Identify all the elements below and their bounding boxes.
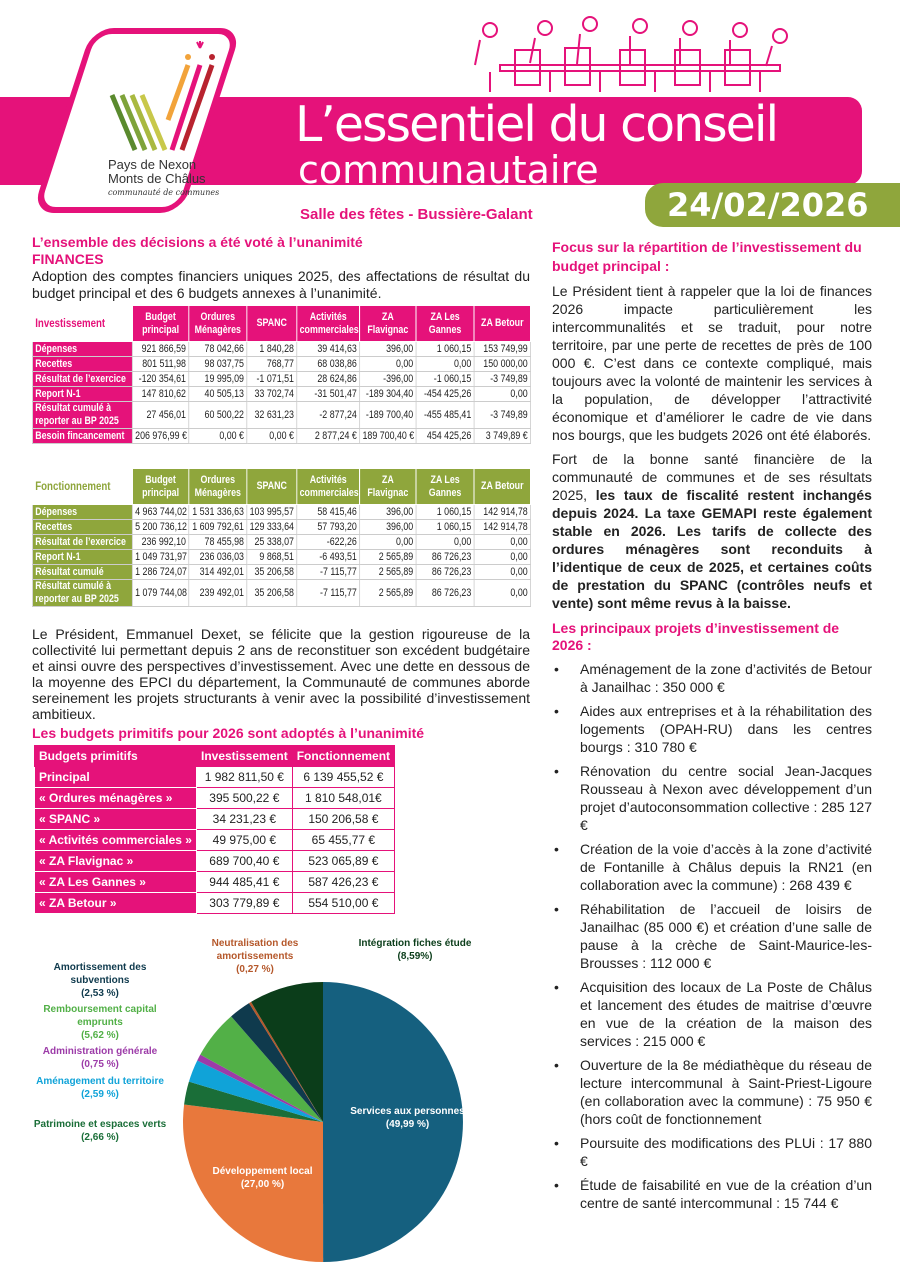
column-header: ZA Les Gannes (416, 469, 474, 505)
pie-label (340, 937, 490, 963)
pie-label (345, 1105, 470, 1131)
table-title: Investissement (32, 306, 132, 342)
fonctionnement-cell: 65 455,77 € (292, 830, 394, 851)
row-label: Report N-1 (32, 387, 132, 402)
cell: 396,00 (360, 342, 416, 357)
cell: 142 914,78 (474, 520, 530, 535)
unanimity-heading: L’ensemble des décisions a été voté à l’unanimité (32, 234, 363, 250)
table-row (32, 357, 530, 372)
pie-label (25, 1003, 175, 1042)
cell: 0,00 (474, 550, 530, 565)
pie-label-name: Services aux personnes (350, 1106, 465, 1117)
cell: -7 115,77 (297, 565, 360, 580)
cell: 32 631,23 (247, 402, 297, 429)
column-header: Budget principal (132, 469, 188, 505)
column-header: ZA Flavignac (360, 469, 416, 505)
pie-label-value: (2,66 %) (81, 1132, 119, 1143)
cell: 239 492,01 (189, 580, 247, 607)
finances-intro (32, 234, 530, 302)
cell: 1 079 744,08 (132, 580, 188, 607)
cell: 1 060,15 (416, 505, 474, 520)
cell: 396,00 (360, 505, 416, 520)
pie-label-value: (49,99 %) (385, 1119, 430, 1130)
cell: 314 492,01 (189, 565, 247, 580)
table-row (32, 342, 530, 357)
budgets-block (32, 626, 530, 914)
venue: Salle des fêtes - Bussière-Galant (300, 206, 533, 223)
row-label: Recettes (32, 357, 132, 372)
pie-label (25, 1118, 175, 1144)
column-header: SPANC (247, 306, 297, 342)
cell: 98 037,75 (189, 357, 247, 372)
table-row (32, 550, 530, 565)
pie-label-name: Remboursement capital emprunts (43, 1004, 157, 1028)
investissement-block (32, 305, 530, 444)
investissement-cell: 303 779,89 € (196, 893, 292, 914)
project-item: • Poursuite des modifications des PLUi : 17 880 € (552, 1134, 872, 1170)
investissement-cell: 944 485,41 € (196, 872, 292, 893)
column-header: Budgets primitifs (35, 746, 197, 767)
cell: 9 868,51 (247, 550, 297, 565)
investissement-cell: 49 975,00 € (196, 830, 292, 851)
table-row (32, 580, 530, 607)
cell: -2 877,24 (297, 402, 360, 429)
table-row (32, 505, 530, 520)
project-item: • Rénovation du centre social Jean-Jacques Rousseau à Nexon avec développement d’un projet d’autoconsommation collective : 285 127 € (552, 762, 872, 834)
header-row (32, 469, 530, 505)
project-item: • Acquisition des locaux de La Poste de Châlus et lancement des études de maitrise d’œuvre en vue de la création de la maison des services : 215 000 € (552, 978, 872, 1050)
cell: 86 726,23 (416, 550, 474, 565)
cell: -3 749,89 (474, 402, 530, 429)
row-label: « SPANC » (35, 809, 197, 830)
fonctionnement-cell: 1 810 548,01€ (292, 788, 394, 809)
cell: 153 749,99 (474, 342, 530, 357)
cell: 86 726,23 (416, 580, 474, 607)
cell: 2 565,89 (360, 565, 416, 580)
page-subtitle: communautaire (298, 148, 599, 192)
cell: 86 726,23 (416, 565, 474, 580)
cell: 0,00 (360, 357, 416, 372)
table-row (35, 767, 395, 788)
cell: 1 049 731,97 (132, 550, 188, 565)
cell: 0,00 (360, 535, 416, 550)
cell: 1 060,15 (416, 520, 474, 535)
cell: 150 000,00 (474, 357, 530, 372)
pie-label-name: Patrimoine et espaces verts (33, 1119, 167, 1130)
focus-paragraph-1: Le Président tient à rappeler que la loi de finances 2026 impacte particulièrement les intercommunalités et se traduit, pour notre territoire, par une perte de recettes de près de 100 000 €. C’est dans ce contexte compliqué, mais toujours avec la volonté de maintenir les services à la population, de développer l’attractivité économique et d’améliorer le cadre de vie dans nos bourgs, que les budgets 2026 ont été élaborés. (552, 283, 872, 443)
meeting-illustration (460, 10, 800, 95)
president-text: Le Président, Emmanuel Dexet, se félicite que la gestion rigoureuse de la collectivité lui permettant depuis 2 ans de reconstituer son excédent budgétaire et ainsi ouvre des perspectives d’investissement. Avec une dette en dessous de la moyenne des EPCI du département, la Communauté de communes aborde sereinement les projets structurants à venir avec la possibilité d’investissement ambitieux. (32, 626, 530, 722)
column-header: ZA Flavignac (360, 306, 416, 342)
pie-label-value: (5,62 %) (81, 1030, 119, 1041)
pie-label-value: (8,59%) (397, 951, 433, 962)
cell: 78 042,66 (189, 342, 247, 357)
cell: 0,00 € (189, 429, 247, 444)
bp-heading: Les budgets primitifs pour 2026 sont adoptés à l’unanimité (32, 725, 425, 741)
cell: -3 749,89 (474, 372, 530, 387)
cell: 1 840,28 (247, 342, 297, 357)
cell: 1 531 336,63 (189, 505, 247, 520)
column-header: Investissement (196, 746, 292, 767)
fonctionnement-table-wrap (32, 468, 530, 607)
focus-heading: Focus sur la répartition de l’investissement du budget principal : (552, 239, 862, 274)
cell: 33 702,74 (247, 387, 297, 402)
project-item: • Étude de faisabilité en vue de la création d’un centre de santé intercommunal : 15 744 € (552, 1176, 872, 1212)
row-label: « Ordures ménagères » (35, 788, 197, 809)
date-badge: 24/02/2026 (645, 183, 900, 227)
table-row (35, 788, 395, 809)
cell: 236 992,10 (132, 535, 188, 550)
cell: -189 700,40 (360, 402, 416, 429)
table-row (35, 872, 395, 893)
cell: 206 976,99 € (132, 429, 188, 444)
column-header: Fonctionnement (292, 746, 394, 767)
table-row (32, 565, 530, 580)
investissement-cell: 34 231,23 € (196, 809, 292, 830)
cell: -455 485,41 (416, 402, 474, 429)
focus-paragraph-2 (552, 450, 872, 612)
row-label: Dépenses (32, 342, 132, 357)
cell: 35 206,58 (247, 580, 297, 607)
column-header: SPANC (247, 469, 297, 505)
cell: 78 455,98 (189, 535, 247, 550)
row-label: Report N-1 (32, 550, 132, 565)
row-label: « ZA Betour » (35, 893, 197, 914)
p2-bold: les taux de fiscalité restent inchangés depuis 2024. La taxe GEMAPI reste également stable en 2026. Les tarifs de collecte des ordures ménagères sont reconduits à l’identique de ceux de 2025, et certaines coûts de prestation du SPANC (contrôles neufs et vente) sont même revus à la baisse. (552, 487, 872, 611)
cell: 0,00 (474, 565, 530, 580)
row-label: « ZA Les Gannes » (35, 872, 197, 893)
cell: 1 286 724,07 (132, 565, 188, 580)
table-row (35, 809, 395, 830)
fonctionnement-cell: 523 065,89 € (292, 851, 394, 872)
pie-label (25, 961, 175, 1000)
cell: 142 914,78 (474, 505, 530, 520)
table-row (32, 372, 530, 387)
cell: 801 511,98 (132, 357, 188, 372)
column-header: ZA Les Gannes (416, 306, 474, 342)
cell: -7 115,77 (297, 580, 360, 607)
cell: 236 036,03 (189, 550, 247, 565)
budgets-primitifs-table (34, 745, 395, 914)
cell: 103 995,57 (247, 505, 297, 520)
row-label: Résultat cumulé à reporter au BP 2025 (32, 580, 132, 607)
cell: -120 354,61 (132, 372, 188, 387)
row-label: Dépenses (32, 505, 132, 520)
projects-heading: Les principaux projets d’investissement de 2026 : (552, 620, 840, 653)
cell: -1 071,51 (247, 372, 297, 387)
cell: 396,00 (360, 520, 416, 535)
cell: 4 963 744,02 (132, 505, 188, 520)
fonctionnement-cell: 587 426,23 € (292, 872, 394, 893)
p2-text: Fort de la bonne santé financière de la communauté de communes et de ses résultats 2025, (552, 451, 872, 503)
cell: 2 877,24 € (297, 429, 360, 444)
projects-list (552, 660, 872, 1212)
pie-label (180, 937, 330, 976)
cell: 0,00 (474, 580, 530, 607)
cell: 27 456,01 (132, 402, 188, 429)
cell: 3 749,89 € (474, 429, 530, 444)
cell: 0,00 (416, 535, 474, 550)
cell: 5 200 736,12 (132, 520, 188, 535)
cell: 28 624,86 (297, 372, 360, 387)
investissement-cell: 395 500,22 € (196, 788, 292, 809)
table-row (35, 893, 395, 914)
table-title: Fonctionnement (32, 469, 132, 505)
cell: 0,00 (416, 357, 474, 372)
table-row (35, 851, 395, 872)
project-item: • Création de la voie d’accès à la zone d’activité de Fontanille à Châlus depuis la RN21 (en collaboration avec la commune) : 268 439 € (552, 840, 872, 894)
cell: -396,00 (360, 372, 416, 387)
cell: 147 810,62 (132, 387, 188, 402)
table-row (32, 520, 530, 535)
cell: 35 206,58 (247, 565, 297, 580)
pie-label-value: (0,27 %) (236, 964, 274, 975)
pie-label (25, 1075, 175, 1101)
cell: -1 060,15 (416, 372, 474, 387)
column-header: ZA Betour (474, 306, 530, 342)
row-label: Résultat de l’exercice (32, 535, 132, 550)
cell: -6 493,51 (297, 550, 360, 565)
pie-label-name: Amortissement des subventions (53, 962, 147, 986)
cell: 454 425,26 (416, 429, 474, 444)
table-row (35, 830, 395, 851)
logo-text (108, 158, 219, 200)
page-title: L’essentiel du conseil (295, 96, 778, 153)
row-label: Recettes (32, 520, 132, 535)
row-label: Principal (35, 767, 197, 788)
pie-label-name: Aménagement du territoire (36, 1076, 164, 1087)
project-item: • Ouverture de la 8e médiathèque du réseau de lecture intercommunal à Saint-Priest-Ligoure (en collaboration avec la commune) : 75 950 € (hors coût de fonctionnement (552, 1056, 872, 1128)
row-label: Résultat cumulé à reporter au BP 2025 (32, 402, 132, 429)
cell: 19 995,09 (189, 372, 247, 387)
cell: 1 060,15 (416, 342, 474, 357)
fonctionnement-cell: 6 139 455,52 € (292, 767, 394, 788)
row-label: Résultat cumulé (32, 565, 132, 580)
pie-label-name: Administration générale (42, 1046, 158, 1057)
cell: 129 333,64 (247, 520, 297, 535)
cell: 68 038,86 (297, 357, 360, 372)
column-header: Budget principal (132, 306, 188, 342)
right-column (552, 238, 872, 1218)
column-header: ZA Betour (474, 469, 530, 505)
fonctionnement-cell: 150 206,58 € (292, 809, 394, 830)
pie-label (25, 1045, 175, 1071)
fonctionnement-cell: 554 510,00 € (292, 893, 394, 914)
row-label: Résultat de l’exercice (32, 372, 132, 387)
cell: 2 565,89 (360, 580, 416, 607)
cell: 60 500,22 (189, 402, 247, 429)
pie-label-name: Développement local (212, 1166, 313, 1177)
column-header: Activités commerciales (297, 469, 360, 505)
cell: 0,00 (474, 387, 530, 402)
cell: -622,26 (297, 535, 360, 550)
finances-text: Adoption des comptes financiers uniques 2025, des affectations de résultat du budget principal et des 6 budgets annexes à l’unanimité. (32, 268, 530, 301)
cell: -454 425,26 (416, 387, 474, 402)
fonctionnement-table (32, 468, 531, 607)
header-row (32, 306, 530, 342)
cell: -31 501,47 (297, 387, 360, 402)
pie-label-value: (2,59 %) (81, 1089, 119, 1100)
cell: 0,00 (474, 535, 530, 550)
pie-label (200, 1165, 325, 1191)
header-row (35, 746, 395, 767)
logo-mark (100, 40, 230, 155)
fonctionnement-block (32, 468, 530, 607)
column-header: Ordures Ménagères (189, 306, 247, 342)
cell: 1 609 792,61 (189, 520, 247, 535)
cell: 189 700,40 € (360, 429, 416, 444)
cell: 57 793,20 (297, 520, 360, 535)
pie-label-name: Intégration fiches étude (358, 938, 472, 949)
row-label: « ZA Flavignac » (35, 851, 197, 872)
cell: 39 414,63 (297, 342, 360, 357)
row-label: « Activités commerciales » (35, 830, 197, 851)
pie-label-value: (0,75 %) (81, 1059, 119, 1070)
cell: 58 415,46 (297, 505, 360, 520)
cell: 40 505,13 (189, 387, 247, 402)
cell: 921 866,59 (132, 342, 188, 357)
cell: -189 304,40 (360, 387, 416, 402)
cell: 25 338,07 (247, 535, 297, 550)
finances-heading: FINANCES (32, 251, 104, 267)
investissement-table-wrap (32, 305, 530, 444)
table-row (32, 387, 530, 402)
cell: 0,00 € (247, 429, 297, 444)
project-item: • Aides aux entreprises et à la réhabilitation des logements (OPAH-RU) dans les centres bourgs : 310 780 € (552, 702, 872, 756)
project-item: • Réhabilitation de l’accueil de loisirs de Janailhac (85 000 €) et création d’une salle de pause à la crèche de Saint-Maurice-les-Brousses : 112 000 € (552, 900, 872, 972)
logo-line2: Monts de Châlus (108, 171, 206, 186)
pie-label-value: (2,53 %) (81, 988, 119, 999)
investissement-cell: 1 982 811,50 € (196, 767, 292, 788)
table-row (32, 402, 530, 429)
logo-line1: Pays de Nexon (108, 157, 197, 172)
investissement-cell: 689 700,40 € (196, 851, 292, 872)
table-row (32, 535, 530, 550)
project-item: • Aménagement de la zone d’activités de Betour à Janailhac : 350 000 € (552, 660, 872, 696)
cell: 768,77 (247, 357, 297, 372)
row-label: Besoin fincancement (32, 429, 132, 444)
cell: 2 565,89 (360, 550, 416, 565)
logo-line3: communauté de communes (108, 188, 220, 197)
investissement-table (32, 305, 531, 444)
column-header: Ordures Ménagères (189, 469, 247, 505)
column-header: Activités commerciales (297, 306, 360, 342)
pie-label-value: (27,00 %) (240, 1179, 285, 1190)
pie-label-name: Neutralisation des amortissements (211, 938, 299, 962)
table-row (32, 429, 530, 444)
